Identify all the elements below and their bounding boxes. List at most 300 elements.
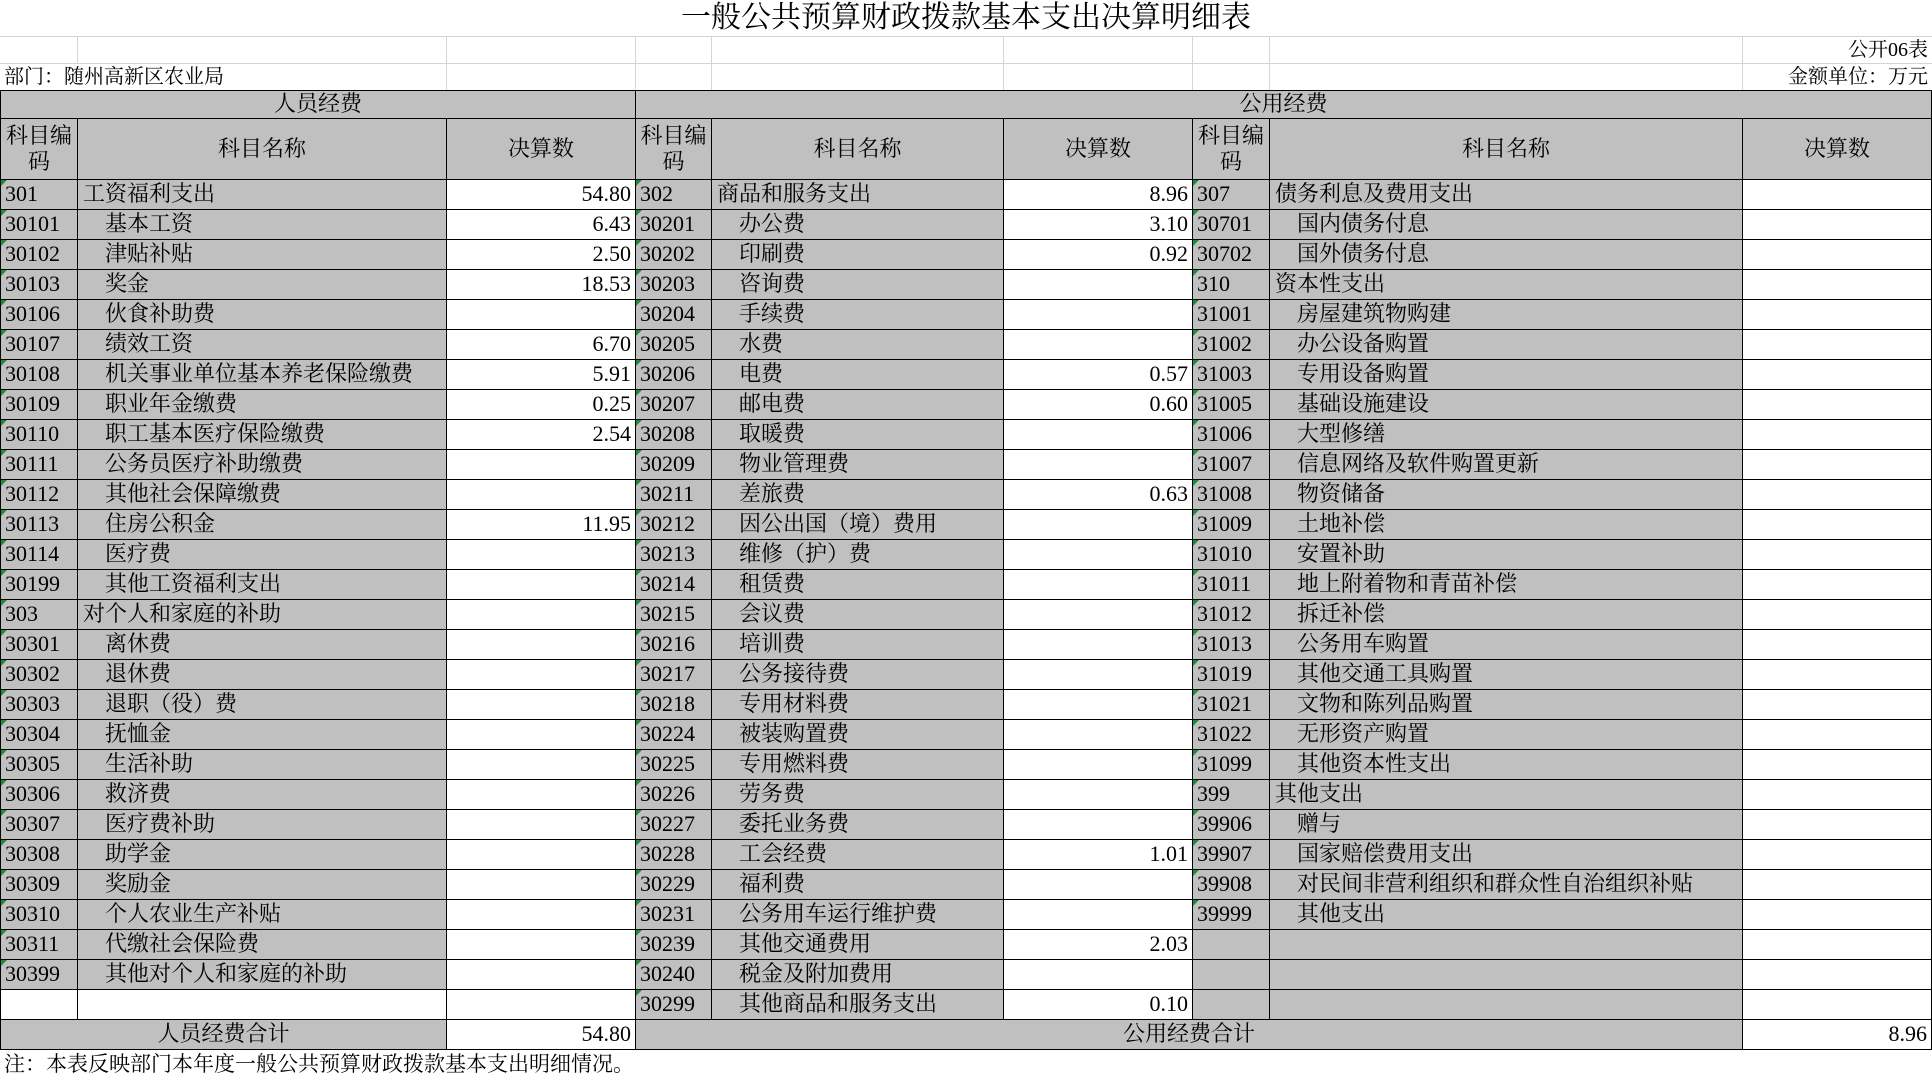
- public-left-subject-name: 维修（护）费: [739, 541, 872, 567]
- public-left-subject-name-cell: [712, 810, 1004, 840]
- personnel-subject-code-cell: [0, 750, 78, 780]
- empty-cell: [0, 37, 78, 64]
- col-header-name: [712, 119, 1004, 180]
- public-left-final-amount-cell: [1004, 420, 1193, 450]
- personnel-final-amount-cell: [447, 540, 636, 570]
- personnel-subject-code-cell: [0, 360, 78, 390]
- public-left-subject-name: 差旅费: [739, 481, 806, 507]
- public-left-subject-name-cell: [712, 240, 1004, 270]
- green-triangle-icon: [1193, 420, 1199, 426]
- public-left-subject-code: 30213: [640, 541, 695, 567]
- personnel-final-amount: 11.95: [582, 511, 631, 537]
- personnel-subject-name-cell: [78, 600, 447, 630]
- personnel-final-amount-cell: [447, 630, 636, 660]
- public-left-subject-code-cell: [636, 330, 712, 360]
- green-triangle-icon: [1193, 480, 1199, 486]
- public-left-final-amount-cell: [1004, 330, 1193, 360]
- public-left-subject-code: 30209: [640, 451, 695, 477]
- green-triangle-icon: [636, 990, 642, 996]
- public-right-subject-name-cell: [1270, 600, 1743, 630]
- public-left-subject-code-cell: [636, 960, 712, 990]
- public-right-subject-code-cell: [1193, 360, 1270, 390]
- green-triangle-icon: [636, 390, 642, 396]
- personnel-final-amount-cell: [447, 660, 636, 690]
- green-triangle-icon: [1193, 240, 1199, 246]
- green-triangle-icon: [1193, 450, 1199, 456]
- personnel-subject-name-cell: [78, 660, 447, 690]
- personnel-subject-name-cell: [78, 390, 447, 420]
- public-right-subject-code-cell: [1193, 390, 1270, 420]
- personnel-subject-code: 30309: [5, 871, 60, 897]
- public-left-subject-name-cell: [712, 300, 1004, 330]
- public-left-subject-name: 工会经费: [739, 841, 828, 867]
- public-right-subject-code: 31005: [1197, 391, 1252, 417]
- personnel-subject-code-cell: [0, 300, 78, 330]
- col-header-amount: [1743, 119, 1932, 180]
- empty-cell: [1004, 64, 1193, 90]
- green-triangle-icon: [636, 630, 642, 636]
- public-right-final-amount-cell: [1743, 390, 1932, 420]
- personnel-subject-code: 30307: [5, 811, 60, 837]
- public-left-subject-name: 其他交通费用: [739, 931, 872, 957]
- personnel-subject-code-cell: [0, 870, 78, 900]
- public-left-subject-code-cell: [636, 900, 712, 930]
- personnel-subject-name: 个人农业生产补贴: [105, 901, 282, 927]
- personnel-subject-name: 职工基本医疗保险缴费: [105, 421, 326, 447]
- green-triangle-icon: [1193, 540, 1199, 546]
- public-left-subject-name-cell: [712, 480, 1004, 510]
- public-right-final-amount-cell: [1743, 360, 1932, 390]
- public-right-final-amount-cell: [1743, 480, 1932, 510]
- public-left-final-amount: 0.63: [1149, 481, 1188, 507]
- col-header-name-label: 科目名称: [813, 135, 902, 161]
- green-triangle-icon: [1193, 660, 1199, 666]
- green-triangle-icon: [636, 270, 642, 276]
- personnel-total-amount: 54.80: [581, 1021, 631, 1047]
- public-right-subject-name-cell: [1270, 750, 1743, 780]
- personnel-final-amount-cell: [447, 690, 636, 720]
- personnel-subject-name: 奖金: [105, 271, 150, 297]
- public-right-subject-code-cell: [1193, 180, 1270, 210]
- personnel-final-amount-cell: [447, 720, 636, 750]
- public-right-final-amount-cell: [1743, 630, 1932, 660]
- public-right-subject-code-cell: [1193, 240, 1270, 270]
- public-left-subject-code: 30204: [640, 301, 695, 327]
- public-right-subject-name: 其他支出: [1275, 781, 1364, 807]
- empty-cell: [1270, 64, 1743, 90]
- public-left-subject-code-cell: [636, 720, 712, 750]
- personnel-subject-code-cell: [0, 930, 78, 960]
- public-left-final-amount-cell: [1004, 600, 1193, 630]
- public-right-subject-code-cell: [1193, 480, 1270, 510]
- public-left-final-amount-cell: [1004, 870, 1193, 900]
- public-left-subject-name-cell: [712, 390, 1004, 420]
- personnel-subject-name: 基本工资: [105, 211, 194, 237]
- public-left-subject-name-cell: [712, 270, 1004, 300]
- department-label: 部门：随州高新区农业局: [4, 66, 224, 88]
- public-right-subject-name-cell: [1270, 420, 1743, 450]
- green-triangle-icon: [636, 540, 642, 546]
- public-right-subject-name-cell: [1270, 510, 1743, 540]
- personnel-subject-name-cell: [78, 960, 447, 990]
- public-left-final-amount-cell: [1004, 990, 1193, 1020]
- personnel-section-header: [0, 90, 636, 119]
- public-left-subject-name-cell: [712, 600, 1004, 630]
- personnel-subject-name-cell: [78, 570, 447, 600]
- public-left-subject-name: 劳务费: [739, 781, 806, 807]
- col-header-amount-label: 决算数: [1803, 135, 1870, 161]
- green-triangle-icon: [636, 180, 642, 186]
- public-right-final-amount-cell: [1743, 540, 1932, 570]
- public-left-final-amount-cell: [1004, 900, 1193, 930]
- col-header-code-label: 科目编码: [5, 122, 72, 174]
- green-triangle-icon: [1193, 360, 1199, 366]
- public-left-final-amount: 0.10: [1149, 991, 1188, 1017]
- personnel-subject-code: 30311: [5, 931, 60, 957]
- personnel-subject-name-cell: [78, 630, 447, 660]
- col-header-code-label: 科目编码: [640, 122, 707, 174]
- public-right-subject-name-cell: [1270, 990, 1743, 1020]
- personnel-subject-name: 职业年金缴费: [105, 391, 238, 417]
- public-left-final-amount-cell: [1004, 750, 1193, 780]
- green-triangle-icon: [636, 510, 642, 516]
- public-right-subject-name-cell: [1270, 450, 1743, 480]
- green-triangle-icon: [1193, 600, 1199, 606]
- green-triangle-icon: [1, 690, 7, 696]
- public-right-subject-code: 31007: [1197, 451, 1252, 477]
- public-right-subject-name: 无形资产购置: [1297, 721, 1430, 747]
- personnel-subject-code: 30305: [5, 751, 60, 777]
- public-right-subject-code: 31021: [1197, 691, 1252, 717]
- public-right-subject-code-cell: [1193, 780, 1270, 810]
- col-header-name-label: 科目名称: [217, 135, 306, 161]
- public-right-subject-code-cell: [1193, 210, 1270, 240]
- public-right-subject-name-cell: [1270, 720, 1743, 750]
- green-triangle-icon: [1193, 900, 1199, 906]
- public-right-subject-code-cell: [1193, 660, 1270, 690]
- form-number-cell: [1743, 37, 1932, 64]
- public-total-label: 公用经费合计: [1122, 1021, 1255, 1047]
- public-left-subject-code-cell: [636, 300, 712, 330]
- public-left-final-amount-cell: [1004, 180, 1193, 210]
- public-right-final-amount-cell: [1743, 810, 1932, 840]
- personnel-subject-code: 30199: [5, 571, 60, 597]
- personnel-subject-code: 30304: [5, 721, 60, 747]
- public-left-subject-name: 手续费: [739, 301, 806, 327]
- personnel-subject-code: 30112: [5, 481, 60, 507]
- personnel-final-amount-cell: [447, 870, 636, 900]
- personnel-subject-name-cell: [78, 330, 447, 360]
- public-right-final-amount-cell: [1743, 240, 1932, 270]
- personnel-subject-code-cell: [0, 900, 78, 930]
- personnel-subject-code: 30310: [5, 901, 60, 927]
- personnel-subject-code: 30102: [5, 241, 60, 267]
- personnel-subject-name: 退职（役）费: [105, 691, 238, 717]
- personnel-final-amount-cell: [447, 810, 636, 840]
- public-left-subject-code: 30212: [640, 511, 695, 537]
- public-right-final-amount-cell: [1743, 210, 1932, 240]
- public-right-subject-name: 拆迁补偿: [1297, 601, 1386, 627]
- public-left-subject-name: 培训费: [739, 631, 806, 657]
- public-left-subject-code: 30201: [640, 211, 695, 237]
- public-right-subject-code-cell: [1193, 870, 1270, 900]
- personnel-subject-name-cell: [78, 870, 447, 900]
- personnel-final-amount-cell: [447, 990, 636, 1020]
- public-right-subject-name: 国外债务付息: [1297, 241, 1430, 267]
- personnel-subject-code-cell: [0, 780, 78, 810]
- public-left-subject-code: 30205: [640, 331, 695, 357]
- public-right-subject-name: 对民间非营利组织和群众性自治组织补贴: [1297, 871, 1694, 897]
- public-right-subject-code: 307: [1197, 181, 1230, 207]
- green-triangle-icon: [1, 810, 7, 816]
- personnel-subject-code-cell: [0, 480, 78, 510]
- personnel-subject-code: 30106: [5, 301, 60, 327]
- public-left-subject-name: 租赁费: [739, 571, 806, 597]
- public-right-final-amount-cell: [1743, 960, 1932, 990]
- personnel-subject-code: 30110: [5, 421, 60, 447]
- department-cell: [0, 64, 447, 90]
- public-right-final-amount-cell: [1743, 180, 1932, 210]
- public-right-subject-code-cell: [1193, 330, 1270, 360]
- personnel-subject-name: 助学金: [105, 841, 172, 867]
- public-left-final-amount-cell: [1004, 960, 1193, 990]
- personnel-final-amount: 6.43: [592, 211, 631, 237]
- personnel-subject-code: 30109: [5, 391, 60, 417]
- personnel-final-amount-cell: [447, 600, 636, 630]
- public-left-subject-code: 30228: [640, 841, 695, 867]
- public-left-subject-name-cell: [712, 930, 1004, 960]
- green-triangle-icon: [1193, 840, 1199, 846]
- public-left-subject-code-cell: [636, 660, 712, 690]
- public-left-subject-code-cell: [636, 510, 712, 540]
- empty-cell: [1193, 64, 1270, 90]
- green-triangle-icon: [1, 330, 7, 336]
- green-triangle-icon: [636, 900, 642, 906]
- green-triangle-icon: [1, 360, 7, 366]
- personnel-final-amount: 54.80: [581, 181, 631, 207]
- public-left-subject-name: 电费: [739, 361, 784, 387]
- personnel-subject-name-cell: [78, 300, 447, 330]
- public-left-subject-code: 30203: [640, 271, 695, 297]
- green-triangle-icon: [1, 480, 7, 486]
- public-left-final-amount-cell: [1004, 480, 1193, 510]
- public-left-final-amount: 0.57: [1149, 361, 1188, 387]
- personnel-subject-name-cell: [78, 810, 447, 840]
- public-right-final-amount-cell: [1743, 570, 1932, 600]
- footnote: 注：本表反映部门本年度一般公共预算财政拨款基本支出明细情况。: [4, 1052, 634, 1077]
- personnel-subject-code: 30101: [5, 211, 60, 237]
- personnel-subject-code-cell: [0, 540, 78, 570]
- public-right-subject-name: 房屋建筑物购建: [1297, 301, 1452, 327]
- personnel-subject-code: 30308: [5, 841, 60, 867]
- personnel-final-amount-cell: [447, 900, 636, 930]
- public-left-subject-name-cell: [712, 180, 1004, 210]
- green-triangle-icon: [1193, 570, 1199, 576]
- green-triangle-icon: [1, 750, 7, 756]
- personnel-subject-name-cell: [78, 450, 447, 480]
- public-right-subject-code-cell: [1193, 900, 1270, 930]
- public-left-final-amount-cell: [1004, 450, 1193, 480]
- personnel-final-amount-cell: [447, 780, 636, 810]
- green-triangle-icon: [1193, 270, 1199, 276]
- green-triangle-icon: [1, 720, 7, 726]
- personnel-subject-name: 生活补助: [105, 751, 194, 777]
- public-right-subject-code: 31002: [1197, 331, 1252, 357]
- public-right-final-amount-cell: [1743, 510, 1932, 540]
- personnel-subject-name-cell: [78, 840, 447, 870]
- public-left-subject-name-cell: [712, 450, 1004, 480]
- green-triangle-icon: [1, 300, 7, 306]
- public-left-subject-code: 30224: [640, 721, 695, 747]
- public-right-subject-name: 物资储备: [1297, 481, 1386, 507]
- public-total-amount: 8.96: [1888, 1021, 1927, 1047]
- green-triangle-icon: [1, 270, 7, 276]
- green-triangle-icon: [1, 240, 7, 246]
- personnel-subject-code-cell: [0, 270, 78, 300]
- public-right-subject-name: 安置补助: [1297, 541, 1386, 567]
- public-left-subject-name: 水费: [739, 331, 784, 357]
- green-triangle-icon: [1, 420, 7, 426]
- personnel-subject-name: 离休费: [105, 631, 172, 657]
- personnel-subject-name-cell: [78, 480, 447, 510]
- personnel-subject-code-cell: [0, 600, 78, 630]
- public-left-subject-name-cell: [712, 510, 1004, 540]
- personnel-subject-code: 303: [5, 601, 38, 627]
- public-right-subject-name-cell: [1270, 960, 1743, 990]
- green-triangle-icon: [1193, 210, 1199, 216]
- public-right-subject-name-cell: [1270, 780, 1743, 810]
- public-left-subject-code: 30227: [640, 811, 695, 837]
- public-left-final-amount-cell: [1004, 510, 1193, 540]
- personnel-subject-name: 对个人和家庭的补助: [83, 601, 282, 627]
- public-left-subject-name: 物业管理费: [739, 451, 850, 477]
- public-right-final-amount-cell: [1743, 750, 1932, 780]
- public-right-subject-code: 30701: [1197, 211, 1252, 237]
- public-right-subject-code: 39908: [1197, 871, 1252, 897]
- public-right-subject-code: 31009: [1197, 511, 1252, 537]
- personnel-total-label: 人员经费合计: [157, 1021, 290, 1047]
- col-header-amount-label: 决算数: [1064, 135, 1131, 161]
- personnel-subject-code: 30107: [5, 331, 60, 357]
- empty-cell: [78, 37, 447, 64]
- public-left-subject-code-cell: [636, 600, 712, 630]
- personnel-final-amount: 5.91: [592, 361, 631, 387]
- public-left-subject-name: 委托业务费: [739, 811, 850, 837]
- public-left-subject-name: 咨询费: [739, 271, 806, 297]
- green-triangle-icon: [1193, 870, 1199, 876]
- personnel-subject-name-cell: [78, 510, 447, 540]
- public-right-subject-name: 其他支出: [1297, 901, 1386, 927]
- public-right-subject-code-cell: [1193, 300, 1270, 330]
- public-left-final-amount-cell: [1004, 840, 1193, 870]
- public-right-final-amount-cell: [1743, 660, 1932, 690]
- personnel-final-amount-cell: [447, 510, 636, 540]
- personnel-subject-name: 抚恤金: [105, 721, 172, 747]
- green-triangle-icon: [1, 960, 7, 966]
- personnel-subject-name: 住房公积金: [105, 511, 216, 537]
- form-number: 公开06表: [1848, 39, 1928, 61]
- public-left-subject-code-cell: [636, 750, 712, 780]
- public-left-subject-name-cell: [712, 690, 1004, 720]
- public-right-subject-name-cell: [1270, 180, 1743, 210]
- public-right-final-amount-cell: [1743, 990, 1932, 1020]
- col-header-name-label: 科目名称: [1461, 135, 1550, 161]
- public-left-final-amount: 1.01: [1149, 841, 1188, 867]
- personnel-subject-code-cell: [0, 510, 78, 540]
- public-left-final-amount-cell: [1004, 660, 1193, 690]
- public-left-final-amount-cell: [1004, 270, 1193, 300]
- personnel-subject-name-cell: [78, 210, 447, 240]
- public-right-subject-name: 地上附着物和青苗补偿: [1297, 571, 1518, 597]
- personnel-final-amount: 2.50: [592, 241, 631, 267]
- green-triangle-icon: [1, 210, 7, 216]
- green-triangle-icon: [1, 540, 7, 546]
- public-left-subject-code-cell: [636, 450, 712, 480]
- green-triangle-icon: [1193, 750, 1199, 756]
- public-right-subject-code: 31011: [1197, 571, 1252, 597]
- public-left-final-amount-cell: [1004, 240, 1193, 270]
- public-left-subject-code: 30229: [640, 871, 695, 897]
- personnel-subject-name: 退休费: [105, 661, 172, 687]
- public-left-subject-code-cell: [636, 210, 712, 240]
- personnel-subject-code: 30301: [5, 631, 60, 657]
- public-right-subject-code-cell: [1193, 270, 1270, 300]
- personnel-subject-name: 医疗费补助: [105, 811, 216, 837]
- green-triangle-icon: [636, 330, 642, 336]
- empty-cell: [636, 64, 712, 90]
- personnel-subject-name-cell: [78, 270, 447, 300]
- public-left-final-amount-cell: [1004, 810, 1193, 840]
- personnel-subject-name: 绩效工资: [105, 331, 194, 357]
- public-right-subject-name-cell: [1270, 270, 1743, 300]
- public-right-subject-name: 国家赔偿费用支出: [1297, 841, 1474, 867]
- public-right-subject-code: 31006: [1197, 421, 1252, 447]
- public-right-subject-code: 31013: [1197, 631, 1252, 657]
- green-triangle-icon: [1, 840, 7, 846]
- green-triangle-icon: [1193, 180, 1199, 186]
- green-triangle-icon: [1, 930, 7, 936]
- public-left-subject-code-cell: [636, 480, 712, 510]
- green-triangle-icon: [1, 660, 7, 666]
- public-left-subject-code: 30214: [640, 571, 695, 597]
- personnel-subject-code: 30306: [5, 781, 60, 807]
- public-right-subject-name-cell: [1270, 870, 1743, 900]
- green-triangle-icon: [636, 810, 642, 816]
- public-left-subject-name: 邮电费: [739, 391, 806, 417]
- public-left-subject-code: 30217: [640, 661, 695, 687]
- public-right-subject-name: 国内债务付息: [1297, 211, 1430, 237]
- public-left-subject-code: 30225: [640, 751, 695, 777]
- public-left-subject-code-cell: [636, 180, 712, 210]
- public-right-subject-code-cell: [1193, 960, 1270, 990]
- amount-unit-label: 金额单位：万元: [1788, 66, 1928, 88]
- col-header-name: [78, 119, 447, 180]
- public-right-subject-code: 39906: [1197, 811, 1252, 837]
- public-left-subject-name-cell: [712, 990, 1004, 1020]
- green-triangle-icon: [636, 360, 642, 366]
- public-left-subject-code: 30240: [640, 961, 695, 987]
- public-left-final-amount-cell: [1004, 630, 1193, 660]
- green-triangle-icon: [1, 450, 7, 456]
- public-left-subject-name: 其他商品和服务支出: [739, 991, 938, 1017]
- public-right-final-amount-cell: [1743, 840, 1932, 870]
- public-right-subject-name: 办公设备购置: [1297, 331, 1430, 357]
- personnel-subject-code-cell: [0, 420, 78, 450]
- green-triangle-icon: [636, 210, 642, 216]
- public-left-final-amount-cell: [1004, 930, 1193, 960]
- public-left-subject-code-cell: [636, 930, 712, 960]
- green-triangle-icon: [636, 720, 642, 726]
